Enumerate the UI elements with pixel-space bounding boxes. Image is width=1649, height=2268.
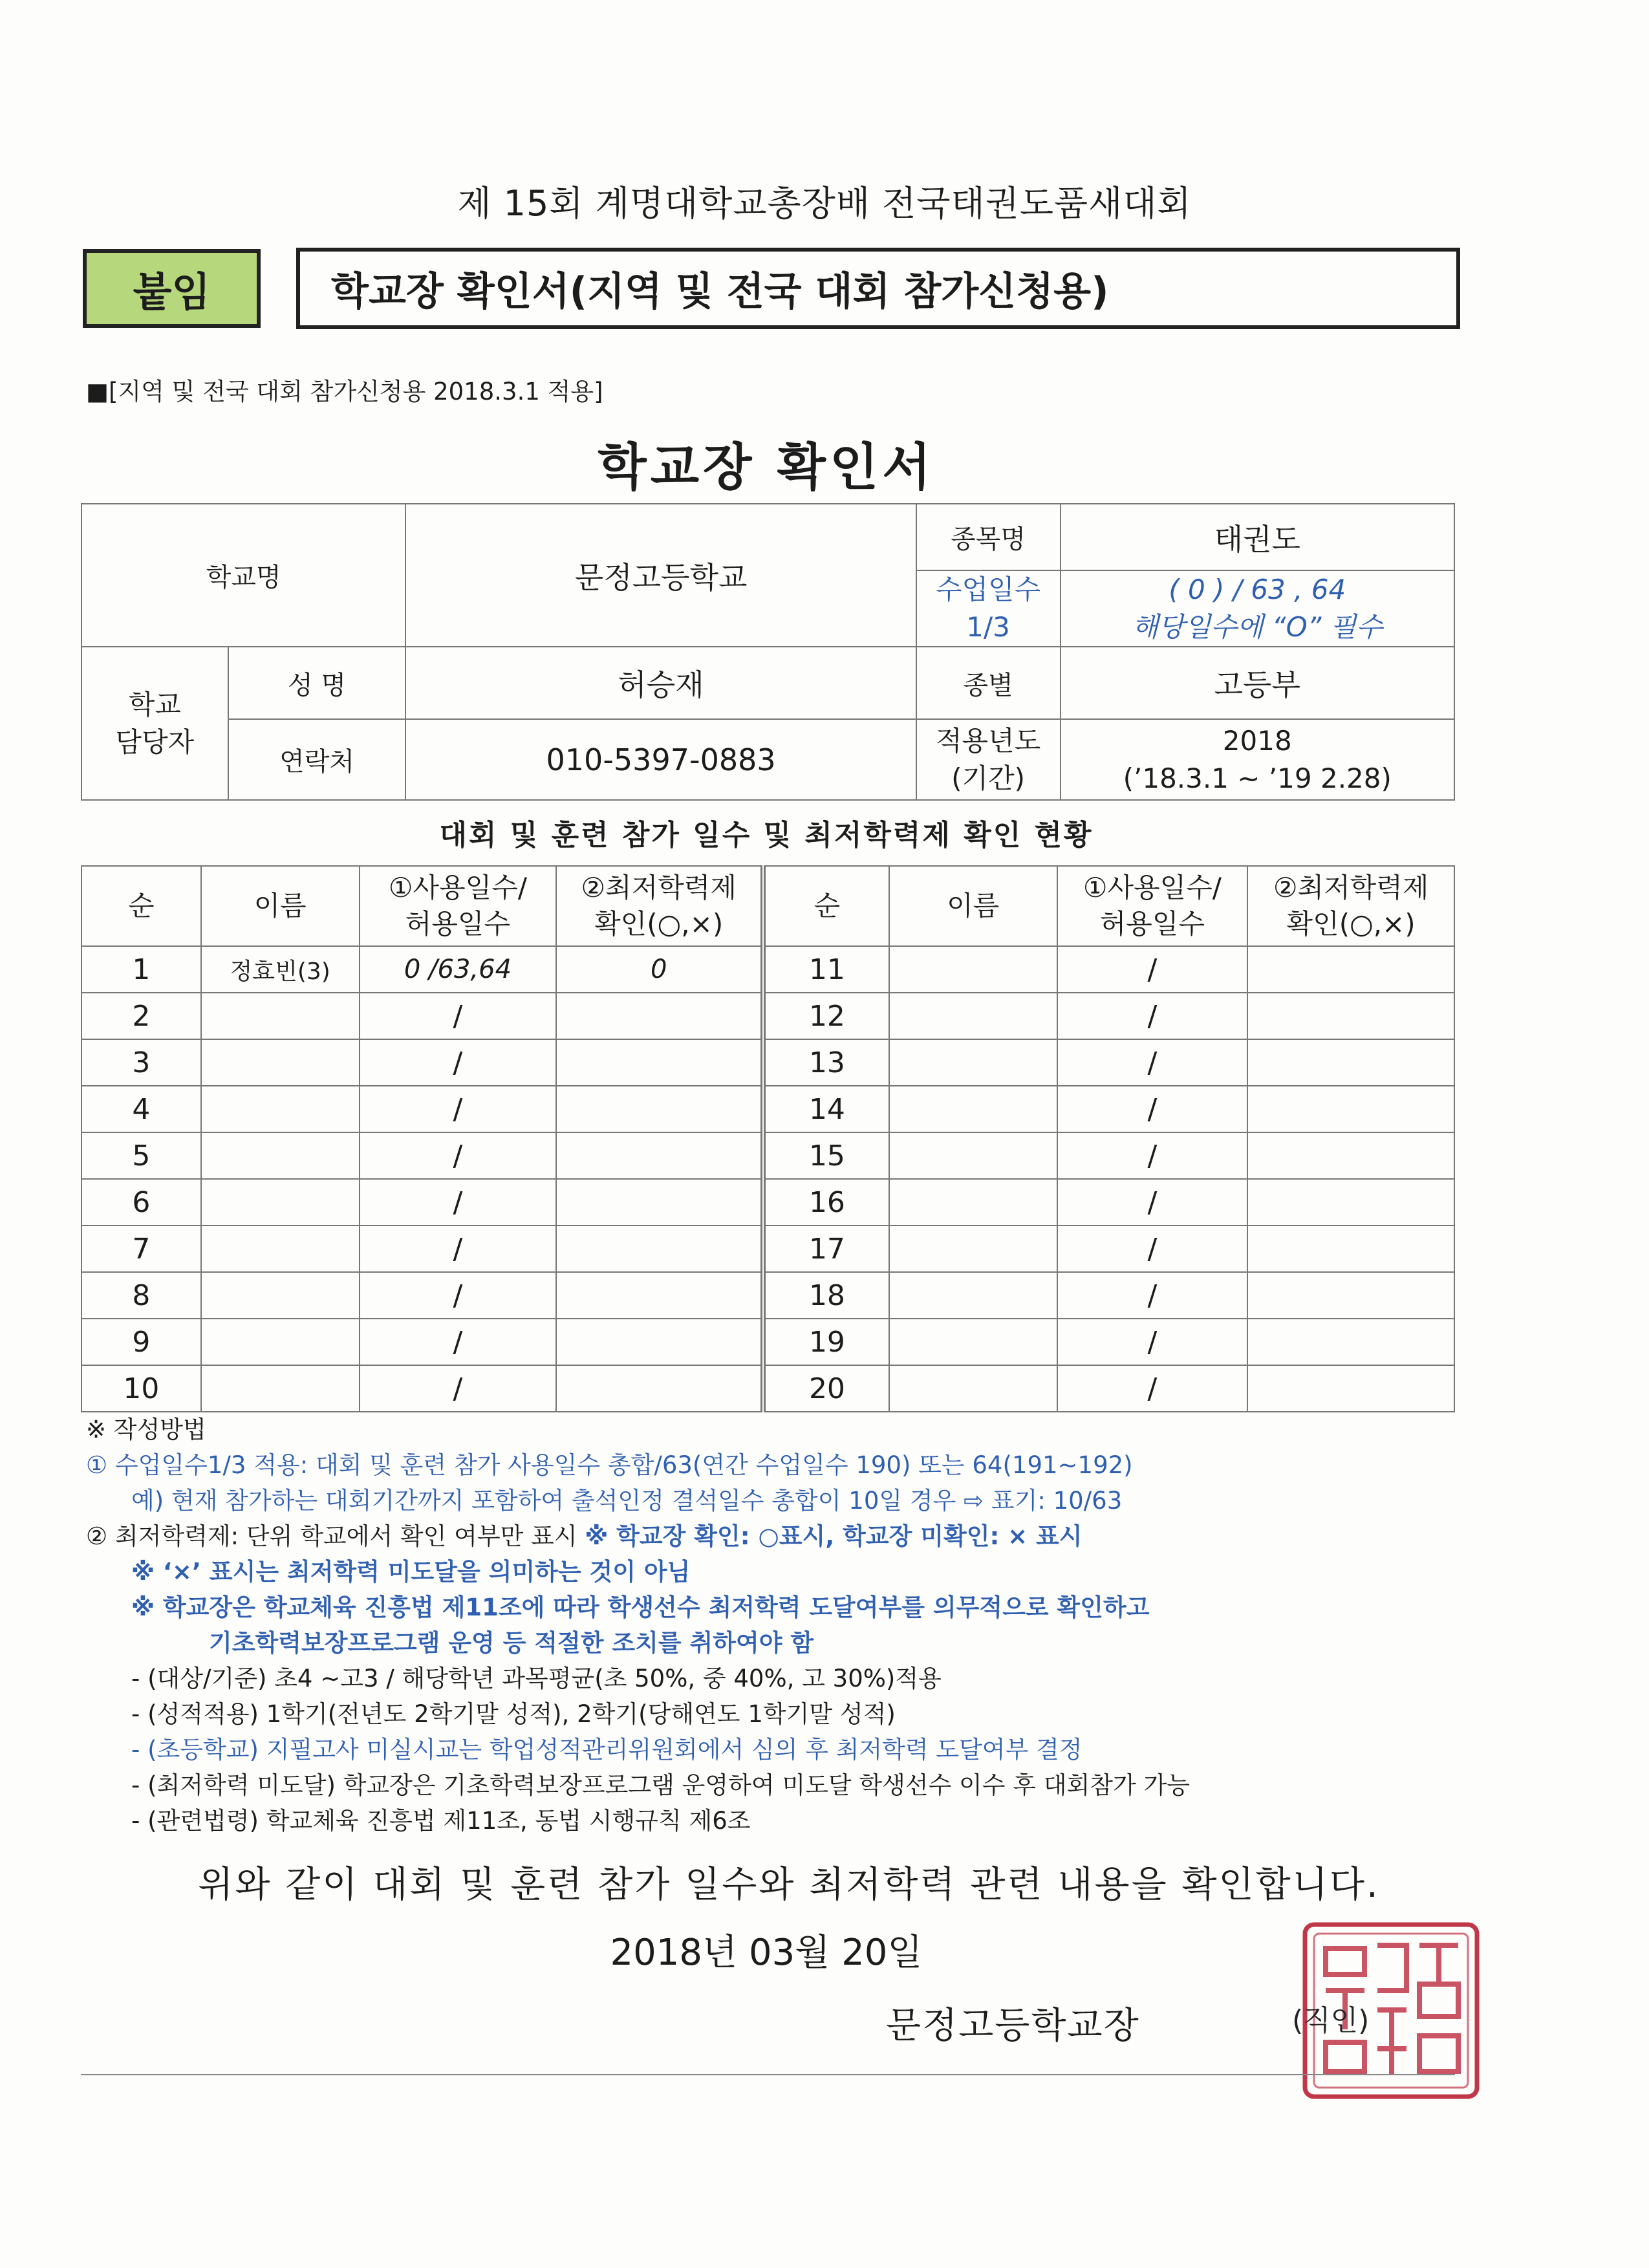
header-days-line1: ①사용일수/ <box>388 872 527 903</box>
roster-title: 대회 및 훈련 참가 일수 및 최저학력제 확인 현황 <box>439 819 1094 852</box>
header-check-line1: ②최저학력제 <box>581 872 737 903</box>
student-name <box>889 1132 1057 1179</box>
student-name <box>201 1086 360 1132</box>
table-row <box>81 1226 1454 1272</box>
manager-name-label: 성 명 <box>228 647 406 719</box>
minimum-academic-check <box>556 1319 763 1365</box>
school-name-value: 문정고등학교 <box>405 504 916 647</box>
applied-year-value-line2: (’18.3.1 ~ ’19 2.28) <box>1123 762 1392 794</box>
used-days: / <box>1057 1179 1248 1226</box>
instruction-note-2-line1: ※ 학교장은 학교체육 진흥법 제11조에 따라 학생선수 최저학력 도달여부를 의무적으로 확인하고 <box>131 1593 1150 1621</box>
header-check <box>556 866 763 946</box>
instruction-item-1-line2: 예) 현재 참가하는 대회기간까지 포함하여 출석인정 결석일수 총합이 10일 경우 ⇨ 표기: 10/63 <box>131 1487 1123 1515</box>
used-days: / <box>360 1086 557 1132</box>
event-title: 제 15회 계명대학교총장배 전국태권도품새대회 <box>457 183 1192 224</box>
class-days-label-line2: 1/3 <box>966 611 1010 643</box>
minimum-academic-check <box>556 993 763 1039</box>
table-row <box>81 1086 1454 1132</box>
header-days-right-line2: 허용일수 <box>1099 908 1205 940</box>
minimum-academic-check <box>1247 1272 1454 1319</box>
header-no: 순 <box>81 866 201 946</box>
row-number: 13 <box>763 1039 889 1086</box>
minimum-academic-check <box>556 1039 763 1086</box>
minimum-academic-check <box>1247 1039 1454 1086</box>
table-row <box>81 1132 1454 1179</box>
row-number: 14 <box>763 1086 889 1132</box>
instructions-heading: ※ 작성방법 <box>86 1416 206 1443</box>
row-number: 9 <box>81 1319 201 1365</box>
class-days-value-line1: ( 0 ) / 63 , 64 <box>1169 574 1346 605</box>
used-days: 0 /63,64 <box>360 946 557 993</box>
row-number: 2 <box>81 993 201 1039</box>
used-days: / <box>1057 993 1248 1039</box>
minimum-academic-check <box>1247 946 1454 993</box>
row-number: 3 <box>81 1039 201 1086</box>
used-days: / <box>1057 1132 1248 1179</box>
table-row <box>81 1365 1454 1412</box>
row-number: 18 <box>763 1272 889 1319</box>
used-days: / <box>1057 1365 1248 1412</box>
minimum-academic-check <box>556 1132 763 1179</box>
event-name-value: 태권도 <box>1061 504 1455 570</box>
minimum-academic-check <box>1247 1179 1454 1226</box>
used-days: / <box>360 1179 557 1226</box>
minimum-academic-check: 0 <box>556 946 763 993</box>
used-days: / <box>360 993 557 1039</box>
manager-label-line2: 담당자 <box>115 726 195 758</box>
used-days: / <box>1057 1319 1248 1365</box>
row-number: 17 <box>763 1226 889 1272</box>
used-days: / <box>360 1039 557 1086</box>
minimum-academic-check <box>1247 1086 1454 1132</box>
student-name <box>201 1272 360 1319</box>
class-days-label <box>916 570 1061 647</box>
used-days: / <box>360 1272 557 1319</box>
row-number: 19 <box>763 1319 889 1365</box>
row-number: 15 <box>763 1132 889 1179</box>
bottom-divider <box>81 2074 1455 2075</box>
division-label: 종별 <box>916 647 1061 719</box>
row-number: 11 <box>763 946 889 993</box>
applied-year-label <box>916 719 1061 800</box>
header-no-right: 순 <box>763 866 889 946</box>
instruction-dash-4: - (최저학력 미도달) 학교장은 기초학력보장프로그램 운영하여 미도달 학생선수 이수 후 대회참가 가능 <box>131 1771 1191 1799</box>
table-row <box>81 1319 1454 1365</box>
minimum-academic-check <box>556 1272 763 1319</box>
instruction-note-2-line2: 기초학력보장프로그램 운영 등 적절한 조치를 취하여야 함 <box>209 1629 814 1657</box>
attachment-badge: 붙임 <box>83 249 261 328</box>
student-name <box>889 1226 1057 1272</box>
header-days-right-line1: ①사용일수/ <box>1083 872 1222 903</box>
table-row <box>81 1272 1454 1319</box>
class-days-label-line1: 수업일수 <box>935 574 1041 605</box>
student-name <box>889 946 1057 993</box>
header-name: 이름 <box>201 866 360 946</box>
minimum-academic-check <box>556 1365 763 1412</box>
instruction-item-1-line1: ① 수업일수1/3 적용: 대회 및 훈련 참가 사용일수 총합/63(연간 수업일수 190) 또는 64(191~192) <box>86 1451 1133 1479</box>
row-number: 1 <box>81 946 201 993</box>
student-name <box>889 1039 1057 1086</box>
info-table <box>81 503 1455 801</box>
table-row <box>81 1039 1454 1086</box>
instruction-dash-3: - (초등학교) 지필고사 미실시교는 학업성적관리위원회에서 심의 후 최저학력 도달여부 결정 <box>131 1736 1083 1764</box>
row-number: 7 <box>81 1226 201 1272</box>
roster-table <box>81 865 1455 1412</box>
instruction-item-2-prefix: ② 최저학력제: 단위 학교에서 확인 여부만 표시 <box>86 1522 577 1550</box>
used-days: / <box>1057 946 1248 993</box>
header-days <box>360 866 557 946</box>
table-row <box>81 993 1454 1039</box>
applicability-note: ■[지역 및 전국 대회 참가신청용 2018.3.1 적용] <box>86 378 603 405</box>
row-number: 16 <box>763 1179 889 1226</box>
minimum-academic-check <box>1247 1226 1454 1272</box>
row-number: 5 <box>81 1132 201 1179</box>
used-days: / <box>360 1319 557 1365</box>
student-name <box>201 1365 360 1412</box>
minimum-academic-check <box>556 1179 763 1226</box>
student-name <box>889 1272 1057 1319</box>
row-number: 10 <box>81 1365 201 1412</box>
header-check-right-line2: 확인(○,×) <box>1286 908 1416 940</box>
student-name <box>889 1086 1057 1132</box>
instruction-dash-5: - (관련법령) 학교체육 진흥법 제11조, 동법 시행규칙 제6조 <box>131 1807 751 1835</box>
used-days: / <box>360 1226 557 1272</box>
header-check-right-line1: ②최저학력제 <box>1273 872 1429 903</box>
seal-mark: (직인) <box>1292 2004 1370 2037</box>
student-name <box>201 1226 360 1272</box>
instruction-item-2 <box>86 1518 1560 1554</box>
minimum-academic-check <box>1247 1365 1454 1412</box>
header-check-line2: 확인(○,×) <box>594 908 724 940</box>
applied-year-label-line1: 적용년도 <box>935 724 1041 757</box>
instruction-note-1: ※ ‘×’ 표시는 최저학력 미도달을 의미하는 것이 아님 <box>131 1558 691 1586</box>
document-title: 학교장 확인서 <box>598 438 935 497</box>
header-days-right <box>1057 866 1248 946</box>
signer-name: 문정고등학교장 <box>886 2005 1140 2047</box>
division-value: 고등부 <box>1061 647 1455 719</box>
used-days: / <box>1057 1086 1248 1132</box>
used-days: / <box>1057 1226 1248 1272</box>
manager-label <box>81 647 228 800</box>
student-name <box>889 993 1057 1039</box>
instruction-dash-1: - (대상/기준) 초4 ~고3 / 해당학년 과목평균(초 50%, 중 40%, 고 30%)적용 <box>131 1665 942 1692</box>
school-name-label: 학교명 <box>81 504 405 647</box>
contact-value: 010-5397-0883 <box>405 719 916 800</box>
row-number: 8 <box>81 1272 201 1319</box>
used-days: / <box>1057 1272 1248 1319</box>
applied-year-value <box>1061 719 1455 800</box>
table-row <box>81 946 1454 993</box>
minimum-academic-check <box>556 1226 763 1272</box>
row-number: 20 <box>763 1365 889 1412</box>
row-number: 12 <box>763 993 889 1039</box>
applied-year-label-line2: (기간) <box>951 762 1026 794</box>
instruction-dash-2: - (성적적용) 1학기(전년도 2학기말 성적), 2학기(당해연도 1학기말 성적) <box>131 1700 896 1728</box>
minimum-academic-check <box>1247 1132 1454 1179</box>
contact-label: 연락처 <box>228 719 406 800</box>
minimum-academic-check <box>1247 1319 1454 1365</box>
student-name <box>889 1365 1057 1412</box>
header-days-line2: 허용일수 <box>405 908 511 940</box>
minimum-academic-check <box>556 1086 763 1132</box>
student-name: 정효빈(3) <box>201 946 360 993</box>
table-row <box>81 1179 1454 1226</box>
confirmation-statement: 위와 같이 대회 및 훈련 참가 일수와 최저학력 관련 내용을 확인합니다. <box>198 1864 1380 1906</box>
student-name <box>889 1319 1057 1365</box>
used-days: / <box>360 1365 557 1412</box>
class-days-value-line2: 해당일수에 “O” 필수 <box>1132 611 1383 643</box>
student-name <box>201 1179 360 1226</box>
instructions <box>86 1412 1560 1839</box>
used-days: / <box>360 1132 557 1179</box>
document-date: 2018년 03월 20일 <box>610 1932 923 1974</box>
header-check-right <box>1247 866 1454 946</box>
minimum-academic-check <box>1247 993 1454 1039</box>
instruction-item-2-suffix: ※ 학교장 확인: ○표시, 학교장 미확인: × 표시 <box>585 1522 1083 1550</box>
used-days: / <box>1057 1039 1248 1086</box>
roster-header-row <box>81 866 1454 946</box>
row-number: 4 <box>81 1086 201 1132</box>
row-number: 6 <box>81 1179 201 1226</box>
applied-year-value-line1: 2018 <box>1222 724 1292 757</box>
manager-name-value: 허승재 <box>405 647 916 719</box>
student-name <box>201 1319 360 1365</box>
student-name <box>201 1039 360 1086</box>
header-name-right: 이름 <box>889 866 1057 946</box>
document-heading-box: 학교장 확인서(지역 및 전국 대회 참가신청용) <box>296 248 1460 329</box>
event-name-label: 종목명 <box>916 504 1061 570</box>
student-name <box>201 1132 360 1179</box>
student-name <box>889 1179 1057 1226</box>
student-name <box>201 993 360 1039</box>
manager-label-line1: 학교 <box>128 688 181 720</box>
class-days-value <box>1061 570 1455 647</box>
